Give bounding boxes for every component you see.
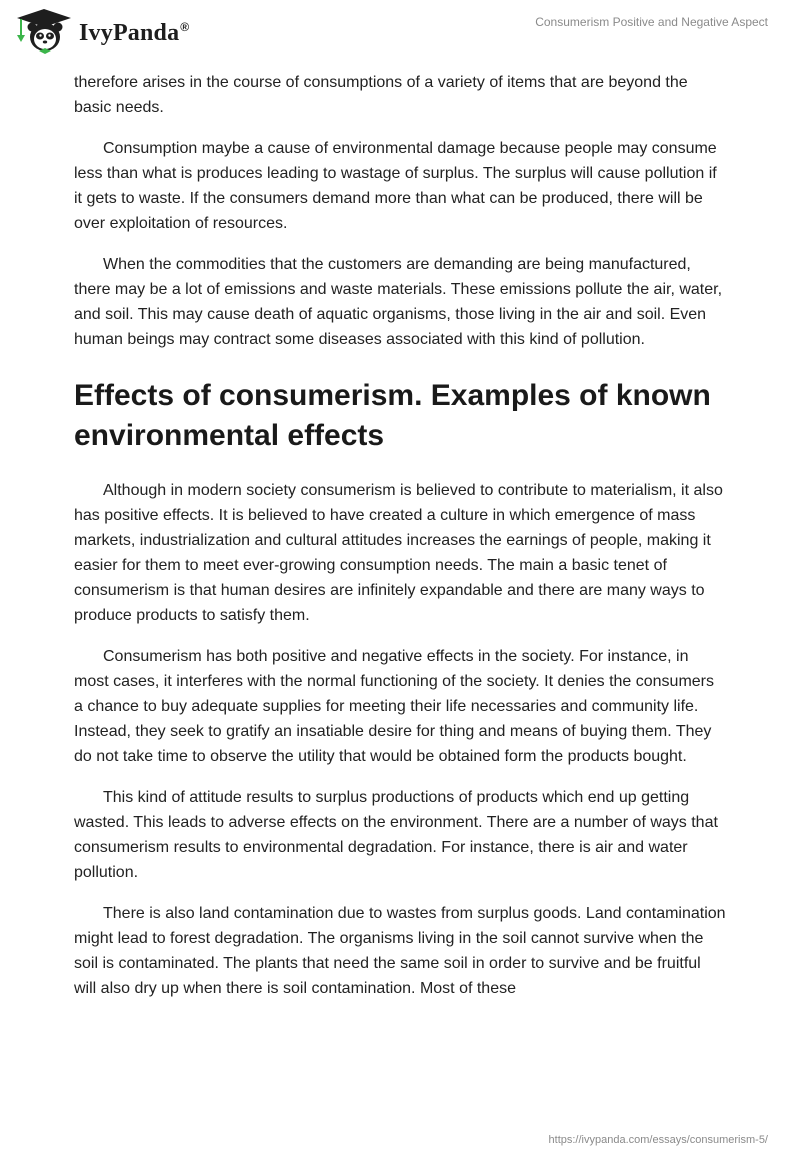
paragraph: therefore arises in the course of consumptions of a variety of items that are beyond the basic needs. [74, 74, 688, 116]
panda-graduate-logo-icon [15, 8, 73, 54]
section-heading: Effects of consumerism. Examples of known environmental effects [74, 379, 711, 452]
document-title: Consumerism Positive and Negative Aspect [535, 15, 768, 29]
page-header [0, 0, 800, 70]
essay-body [74, 70, 726, 1017]
paragraph: Consumption maybe a cause of environmental damage because people may consume less than what is produces leading to wastage of surplus. The surplus will cause pollution if it gets to waste. If the consumers demand more than what can be produced, there will be over exploitation of resources. [74, 140, 717, 232]
brand-name: IvyPanda® [79, 19, 190, 46]
brand-logo[interactable] [15, 8, 189, 54]
paragraph: Consumerism has both positive and negative effects in the society. For instance, in most cases, it interferes with the normal functioning of the society. It denies the consumers a chance to buy adequate supplies for meeting their life necessaries and community life. Instead, they seek to gratify an insatiable desire for thing and means of buying them. They do not take time to observe the utility that would be obtained form the products bought. [74, 648, 715, 765]
source-url[interactable]: https://ivypanda.com/essays/consumerism-5/ [548, 1134, 768, 1146]
paragraph: When the commodities that the customers are demanding are being manufactured, there may be a lot of emissions and waste materials. These emissions pollute the air, water, and soil. This may cause death of aquatic organisms, those living in the air and soil. Even human beings may contract some diseases associated with this kind of pollution. [74, 256, 723, 348]
paragraph: There is also land contamination due to wastes from surplus goods. Land contamination might lead to forest degradation. The organisms living in the soil cannot survive when the soil is contaminated. The plants that need the same soil in order to survive and be fruitful will also dry up when there is soil contamination. Most of these [74, 905, 726, 997]
paragraph: This kind of attitude results to surplus productions of products which end up getting wasted. This leads to adverse effects on the environment. There are a number of ways that consumerism results to environmental degradation. For instance, there is air and water pollution. [74, 789, 718, 881]
paragraph: Although in modern society consumerism is believed to contribute to materialism, it also has positive effects. It is believed to have created a culture in which emergence of mass markets, industrialization and cultural attitudes increases the earnings of people, making it easier for them to meet ever-growing consumption needs. The main a basic tenet of consumerism is that human desires are infinitely expandable and there are many ways to produce products to satisfy them. [74, 482, 723, 624]
